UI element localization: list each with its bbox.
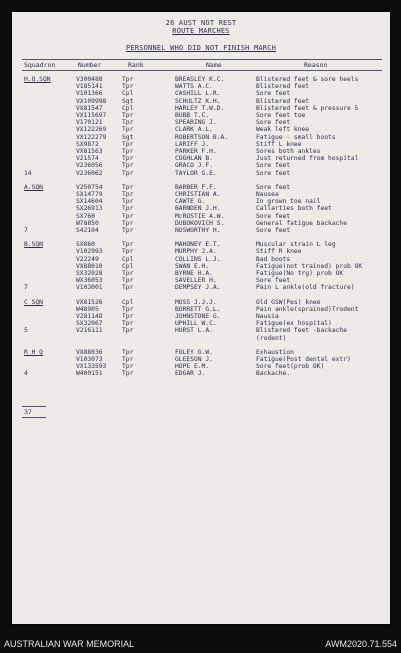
rank-cell: Tpr bbox=[122, 320, 134, 328]
rank-cell: Tpr bbox=[122, 370, 134, 378]
number-cell: VX122279 bbox=[76, 133, 107, 141]
number-cell: VX122269 bbox=[76, 126, 107, 134]
rank-cell: Tpr bbox=[122, 241, 134, 249]
table-row bbox=[12, 184, 390, 191]
reason-cell: Sore feet bbox=[256, 162, 291, 170]
name-cell: SAVELLER H. bbox=[175, 277, 217, 285]
rank-cell: Sgt bbox=[122, 133, 134, 141]
number-cell: V281148 bbox=[76, 313, 103, 320]
column-name: Name bbox=[206, 61, 222, 69]
rank-cell: Tpr bbox=[122, 305, 134, 313]
rank-cell: Cpl bbox=[122, 255, 134, 263]
name-cell: COLLINS L.J. bbox=[175, 255, 221, 263]
rank-cell: Tpr bbox=[122, 270, 134, 277]
rank-cell: Tpr bbox=[122, 162, 134, 170]
table-row bbox=[12, 284, 390, 291]
table-row bbox=[12, 126, 390, 133]
name-cell: HOPE E.M. bbox=[175, 363, 210, 371]
reason-cell: Stiff R knee bbox=[256, 248, 302, 256]
name-cell: COGHLAN B. bbox=[175, 155, 213, 163]
name-cell: BREASLEY K.C. bbox=[175, 76, 225, 83]
reason-cell: In grown toe nail bbox=[256, 198, 321, 206]
table-row bbox=[12, 76, 390, 83]
rank-cell: Tpr bbox=[122, 348, 134, 356]
reason-cell: Sore feet(prob OK) bbox=[256, 363, 325, 371]
rank-cell: Tpr bbox=[122, 148, 134, 155]
number-cell: V22249 bbox=[76, 255, 99, 263]
number-cell: W78850 bbox=[76, 219, 99, 227]
table-row bbox=[12, 306, 390, 313]
table-row bbox=[12, 105, 390, 112]
reason-cell: Nausea bbox=[256, 191, 279, 198]
table-row bbox=[12, 270, 390, 277]
number-cell: VX81547 bbox=[76, 104, 103, 112]
number-cell: SX14604 bbox=[76, 198, 103, 206]
name-cell: SWAN E.H. bbox=[175, 262, 210, 270]
name-cell: NOSWORTHY H. bbox=[175, 227, 221, 234]
table-row bbox=[12, 98, 390, 105]
column-rank: Rank bbox=[128, 61, 144, 69]
name-cell: CAWTE G. bbox=[175, 198, 206, 206]
name-cell: MOSS J.J.J. bbox=[175, 298, 217, 306]
name-cell: PARKER F.H. bbox=[175, 148, 217, 155]
rank-cell: Tpr bbox=[122, 76, 134, 83]
number-cell: V103001 bbox=[76, 284, 103, 292]
name-cell: BORRETT G.L. bbox=[175, 305, 221, 313]
rank-cell: Tpr bbox=[122, 140, 134, 148]
table-row bbox=[12, 320, 390, 327]
squadron-cell: C SQN bbox=[24, 298, 43, 306]
number-cell: VX88036 bbox=[76, 348, 103, 356]
document-title: ROUTE MARCHES bbox=[172, 27, 230, 35]
name-cell: SPEARING J. bbox=[175, 119, 217, 127]
reason-cell: Blistered feet & pressure 5 bbox=[256, 104, 359, 112]
number-cell: SX760 bbox=[76, 212, 95, 220]
reason-cell: Sore feet bbox=[256, 169, 291, 177]
name-cell: JOHNSTONE G. bbox=[175, 313, 221, 320]
name-cell: CASHILL L.R. bbox=[175, 90, 221, 98]
footer-bar bbox=[0, 636, 401, 653]
rank-cell: Cpl bbox=[122, 104, 134, 112]
number-cell: VX81526 bbox=[76, 298, 103, 306]
reason-cell: Blistered feet & sore heels bbox=[256, 76, 359, 83]
table-row bbox=[12, 141, 390, 148]
name-cell: SCHULTZ K.H. bbox=[175, 97, 221, 105]
table-row bbox=[12, 299, 390, 306]
table-row bbox=[12, 191, 390, 198]
name-cell: CHRISTIAN A. bbox=[175, 191, 221, 198]
rank-cell: Tpr bbox=[122, 284, 134, 292]
number-cell: V300488 bbox=[76, 76, 103, 83]
table-row bbox=[12, 134, 390, 141]
number-cell: V216111 bbox=[76, 327, 103, 335]
table-row bbox=[12, 363, 390, 370]
reason-cell: Sore feet bbox=[256, 119, 291, 127]
table-row bbox=[12, 256, 390, 263]
column-reason: Reason bbox=[304, 61, 328, 69]
number-cell: V21574 bbox=[76, 155, 99, 163]
table-row bbox=[12, 263, 390, 270]
table-row bbox=[12, 198, 390, 205]
footer-accession-number: AWM2020.71.554 bbox=[325, 639, 397, 649]
reason-cell: Muscular strain L leg bbox=[256, 241, 336, 249]
name-cell: DUBOKOVICH S. bbox=[175, 219, 225, 227]
reason-cell: Bad boots bbox=[256, 255, 291, 263]
rank-cell: Tpr bbox=[122, 205, 134, 213]
name-cell: HARLEY T.W.D. bbox=[175, 104, 225, 112]
reason-cell: Weak left knee bbox=[256, 126, 310, 134]
name-cell: UPHILL W.C. bbox=[175, 320, 217, 328]
column-squadron: Squadron bbox=[24, 61, 56, 69]
document-page bbox=[12, 12, 390, 624]
name-cell: BUBB T.C. bbox=[175, 112, 210, 119]
reason-cell: Sore feet bbox=[256, 90, 291, 98]
rank-cell: Tpr bbox=[122, 119, 134, 127]
number-cell: V103073 bbox=[76, 356, 103, 363]
table-row bbox=[12, 90, 390, 97]
number-cell: SX14779 bbox=[76, 191, 103, 198]
rank-cell: Tpr bbox=[122, 219, 134, 227]
reason-cell: Fatigue(Post dental extr) bbox=[256, 356, 351, 363]
rank-cell: Tpr bbox=[122, 112, 134, 119]
number-cell: V170121 bbox=[76, 119, 103, 127]
number-cell: W400151 bbox=[76, 370, 103, 378]
reason-cell: Fatigue - small boots bbox=[256, 133, 336, 141]
rank-cell: Tpr bbox=[122, 126, 134, 134]
table-row bbox=[12, 148, 390, 155]
reason-cell: Sore feet bbox=[256, 277, 291, 285]
table-row bbox=[12, 155, 390, 162]
table-row bbox=[12, 349, 390, 356]
name-cell: ROBERTSON B.A. bbox=[175, 133, 229, 141]
column-number: Number bbox=[78, 61, 102, 69]
rank-cell: Tpr bbox=[122, 277, 134, 285]
table-row bbox=[12, 241, 390, 248]
name-cell: CLARK A.L. bbox=[175, 126, 213, 134]
reason-cell: Fatigue(No trg) prob OK bbox=[256, 270, 344, 277]
table-row bbox=[12, 162, 390, 169]
footer-institution: AUSTRALIAN WAR MEMORIAL bbox=[4, 639, 135, 649]
name-cell: EDGAR J. bbox=[175, 370, 206, 378]
rank-cell: Tpr bbox=[122, 198, 134, 206]
rank-cell: Tpr bbox=[122, 191, 134, 198]
table-row bbox=[12, 213, 390, 220]
rank-cell: Tpr bbox=[122, 169, 134, 177]
number-cell: SX860 bbox=[76, 241, 95, 249]
name-cell: BARBER F.F. bbox=[175, 183, 217, 191]
reason-cell: Exhaustion bbox=[256, 348, 294, 356]
reason-cell: Old GSW(Pes) knee bbox=[256, 298, 321, 306]
number-cell: V101366 bbox=[76, 90, 103, 98]
reason-cell: Blistered feet bbox=[256, 97, 310, 105]
rank-cell: Tpr bbox=[122, 327, 134, 335]
table-row bbox=[12, 313, 390, 320]
rank-cell: Sgt bbox=[122, 97, 134, 105]
name-cell: BARNDEN J.H. bbox=[175, 205, 221, 213]
rank-cell: Tpr bbox=[122, 248, 134, 256]
number-cell: VX88010 bbox=[76, 262, 103, 270]
name-cell: MAHONEY E.T. bbox=[175, 241, 221, 249]
number-cell: VX109998 bbox=[76, 97, 107, 105]
reason-cell: Sore feet bbox=[256, 183, 291, 191]
rank-cell: Tpr bbox=[122, 83, 134, 91]
table-row bbox=[12, 83, 390, 90]
squadron-cell: H.Q.SQN bbox=[24, 76, 51, 83]
table-row bbox=[12, 370, 390, 377]
table-row bbox=[12, 170, 390, 177]
number-cell: V102993 bbox=[76, 248, 103, 256]
column-header-row bbox=[22, 59, 382, 71]
reason-cell: Sore feet toe bbox=[256, 112, 306, 119]
reason-cell: Just returned from hospital bbox=[256, 155, 359, 163]
name-cell: GRACO J.F. bbox=[175, 162, 213, 170]
name-cell: TAYLOR G.E. bbox=[175, 169, 217, 177]
reason-cell: Fatigue(ex hospital) bbox=[256, 320, 332, 328]
name-cell: GLEESON J. bbox=[175, 356, 213, 363]
total-rule-bottom bbox=[22, 417, 46, 418]
reason-cell: Nausia bbox=[256, 313, 279, 320]
squadron-cell: 7 bbox=[24, 227, 28, 234]
table-row bbox=[12, 220, 390, 227]
reason-cell: Stiff L knee bbox=[256, 140, 302, 148]
rank-cell: Tpr bbox=[122, 183, 134, 191]
name-cell: HURST L.A. bbox=[175, 327, 213, 335]
name-cell: FOLEY G.W. bbox=[175, 348, 213, 356]
name-cell: WATTS A.C. bbox=[175, 83, 213, 91]
number-cell: SX9872 bbox=[76, 140, 99, 148]
number-cell: V185141 bbox=[76, 83, 103, 91]
name-cell: MURPHY J.A. bbox=[175, 248, 217, 256]
number-cell: SX32067 bbox=[76, 320, 103, 328]
reason-cell: Callarties both feet bbox=[256, 205, 332, 213]
table-row bbox=[12, 335, 390, 342]
number-cell: V236062 bbox=[76, 169, 103, 177]
name-cell: BYRNE H.A. bbox=[175, 270, 213, 277]
reason-cell: (rodent) bbox=[256, 334, 287, 342]
number-cell: SX26913 bbox=[76, 205, 103, 213]
table-row bbox=[12, 119, 390, 126]
rank-cell: Tpr bbox=[122, 155, 134, 163]
rank-cell: Cpl bbox=[122, 262, 134, 270]
document-subtitle: PERSONNEL WHO DID NOT FINISH MARCH bbox=[125, 44, 277, 52]
table-row bbox=[12, 277, 390, 284]
squadron-cell: R H Q bbox=[24, 348, 43, 356]
name-cell: McROSTIE A.W. bbox=[175, 212, 225, 220]
table-row bbox=[12, 205, 390, 212]
number-cell: V236056 bbox=[76, 162, 103, 170]
number-cell: VX115697 bbox=[76, 112, 107, 119]
name-cell: DEMPSEY J.A. bbox=[175, 284, 221, 292]
number-cell: S42104 bbox=[76, 227, 99, 234]
number-cell: SX32028 bbox=[76, 270, 103, 277]
squadron-cell: 5 bbox=[24, 327, 28, 335]
rank-cell: Tpr bbox=[122, 227, 134, 234]
total-rule bbox=[22, 406, 46, 407]
number-cell: V250754 bbox=[76, 183, 103, 191]
rank-cell: Tpr bbox=[122, 212, 134, 220]
rank-cell: Tpr bbox=[122, 363, 134, 371]
rank-cell: Cpl bbox=[122, 90, 134, 98]
table-row bbox=[12, 112, 390, 119]
number-cell: VX133593 bbox=[76, 363, 107, 371]
reason-cell: Pain L ankle(old fracture) bbox=[256, 284, 355, 292]
rank-cell: Tpr bbox=[122, 356, 134, 363]
rank-cell: Tpr bbox=[122, 313, 134, 320]
number-cell: WX36053 bbox=[76, 277, 103, 285]
reason-cell: Fatigue(not trained) prob OK bbox=[256, 262, 363, 270]
table-row bbox=[12, 356, 390, 363]
reason-cell: Blistered feet bbox=[256, 83, 310, 91]
number-cell: VX81563 bbox=[76, 148, 103, 155]
reason-cell: Sores both ankles bbox=[256, 148, 321, 155]
reason-cell: Backache. bbox=[256, 370, 291, 378]
document-date: 26 AUST NOT REST bbox=[165, 19, 237, 27]
squadron-cell: 14 bbox=[24, 169, 32, 177]
squadron-cell: 7 bbox=[24, 284, 28, 292]
reason-cell: Sore feet bbox=[256, 227, 291, 234]
table-row bbox=[12, 327, 390, 334]
rank-cell: Cpl bbox=[122, 298, 134, 306]
table-row bbox=[12, 248, 390, 255]
name-cell: LARIFF J. bbox=[175, 140, 210, 148]
number-cell: W48905 bbox=[76, 305, 99, 313]
reason-cell: Blistered feet -backache bbox=[256, 327, 347, 335]
squadron-cell: 4 bbox=[24, 370, 28, 378]
reason-cell: Sore feet bbox=[256, 212, 291, 220]
total-count: 37 bbox=[24, 408, 32, 416]
reason-cell: Pain ankle(sprained)Trodent bbox=[256, 305, 359, 313]
squadron-cell: B.SQN bbox=[24, 241, 43, 249]
reason-cell: General fatigue backache bbox=[256, 219, 347, 227]
table-row bbox=[12, 227, 390, 234]
squadron-cell: A.SQN bbox=[24, 183, 43, 191]
